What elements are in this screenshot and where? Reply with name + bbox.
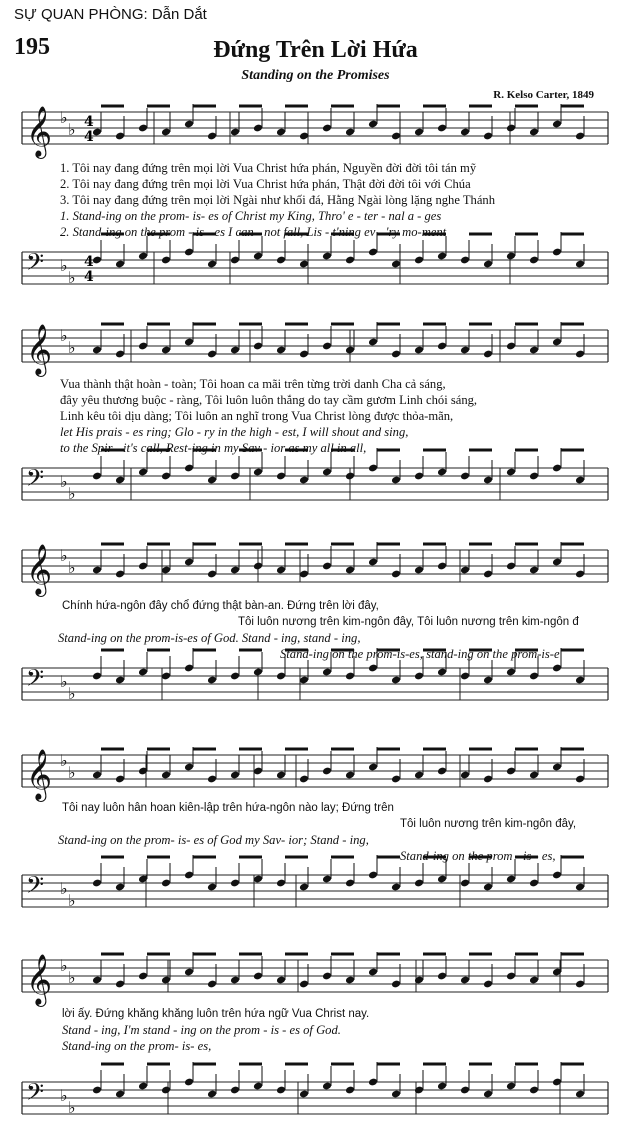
- flat-icon: ♭: [68, 338, 76, 357]
- lyric-line: Stand-ing on the prom-is-es, stand-ing on the prom-is-e: [280, 647, 560, 661]
- lyric-line: 3. Tôi nay đang đứng trên mọi lời Ngài như khối đá, Hằng Ngài lòng lặng nghe Thánh: [60, 193, 496, 207]
- lyric-line: Chính hứa-ngôn đây chổ đứng thật bàn-an. Đứng trên lời đây,: [62, 600, 379, 612]
- lyrics-system-2: [0, 376, 631, 456]
- bass-clef-icon: 𝄢: [26, 871, 45, 904]
- flat-icon: ♭: [60, 672, 68, 691]
- flat-icon: ♭: [60, 1086, 68, 1105]
- lyric-line: Tôi luôn nương trên kim-ngôn đây, Tôi luôn nương trên kim-ngôn đ: [238, 616, 579, 628]
- lyrics-system-1: [0, 160, 631, 240]
- lyrics-system-4: [0, 800, 631, 864]
- treble-clef-icon: 𝄞: [26, 749, 53, 800]
- bass-clef-icon: 𝄢: [26, 1078, 45, 1111]
- bass-clef-icon: 𝄢: [26, 248, 45, 281]
- lyric-line: Stand - ing, I'm stand - ing on the prom - is - es of God.: [62, 1023, 341, 1037]
- flat-icon: ♭: [68, 684, 76, 703]
- time-signature: 4: [84, 129, 94, 145]
- bass-clef-icon: 𝄢: [26, 664, 45, 697]
- flat-icon: ♭: [68, 968, 76, 987]
- lyric-line: 2. Stand-ing on the prom - is - es I can - not fall, Lis - t'ning ev - 'ry mo-ment: [60, 225, 447, 239]
- lyric-line: Tôi luôn nương trên kim-ngôn đây,: [400, 818, 577, 830]
- treble-clef-icon: 𝄞: [26, 544, 53, 595]
- time-signature: 4: [84, 269, 94, 285]
- flat-icon: ♭: [60, 326, 68, 345]
- lyric-line: Stand-ing on the prom - is - es,: [400, 849, 556, 863]
- lyric-line: Stand-ing on the prom-is-es of God. Stand - ing, stand - ing,: [58, 631, 361, 645]
- flat-icon: ♭: [68, 1098, 76, 1117]
- flat-icon: ♭: [68, 891, 76, 910]
- flat-icon: ♭: [60, 751, 68, 770]
- composer-credit: R. Kelso Carter, 1849: [493, 89, 594, 101]
- lyric-line: đây yêu thương buộc - ràng, Tôi luôn luôn thắng do tay cầm gươm Linh chói sáng,: [60, 393, 478, 407]
- lyric-line: let His prais - es ring; Glo - ry in the high - est, I will shout and sing,: [60, 425, 409, 439]
- lyric-line: lời ấy. Đứng khăng khăng luôn trên hứa ngữ Vua Christ nay.: [62, 1008, 370, 1020]
- bass-clef-icon: 𝄢: [26, 464, 45, 497]
- hymn-title: Đứng Trên Lời Hứa: [213, 37, 418, 63]
- lyric-line: 1. Stand-ing on the prom- is- es of Christ my King, Thro' e - ter - nal a - ges: [60, 209, 442, 223]
- flat-icon: ♭: [60, 546, 68, 565]
- flat-icon: ♭: [68, 763, 76, 782]
- time-signature: 4: [84, 114, 94, 130]
- flat-icon: ♭: [68, 268, 76, 287]
- lyrics-system-3: [0, 598, 631, 662]
- flat-icon: ♭: [68, 484, 76, 503]
- lyric-line: 1. Tôi nay đang đứng trên mọi lời Vua Christ hứa phán, Nguyền đời đời tôi tán mỹ: [60, 161, 477, 175]
- time-signature: 4: [84, 254, 94, 270]
- lyric-line: 2. Tôi nay đang đứng trên mọi lời Vua Christ hứa phán, Thật đời đời tôi với Chúa: [60, 177, 471, 191]
- lyric-line: Stand-ing on the prom- is- es,: [62, 1039, 212, 1053]
- hymn-number: 195: [14, 34, 50, 60]
- treble-clef-icon: 𝄞: [26, 954, 53, 1005]
- hymn-subtitle: Standing on the Promises: [241, 68, 390, 83]
- lyrics-system-5: [0, 1006, 631, 1054]
- lyric-line: Vua thành thật hoàn - toàn; Tôi hoan ca mãi trên từng trời danh Cha cả sáng,: [60, 377, 446, 391]
- section-heading: SỰ QUAN PHÒNG: Dẫn Dắt: [14, 6, 207, 23]
- flat-icon: ♭: [60, 472, 68, 491]
- treble-clef-icon: 𝄞: [26, 324, 53, 375]
- flat-icon: ♭: [68, 558, 76, 577]
- flat-icon: ♭: [60, 879, 68, 898]
- treble-clef-icon: 𝄞: [26, 106, 53, 157]
- lyric-line: Tôi nay luôn hân hoan kiên-lập trên hứa-ngôn nào lay; Đứng trên: [62, 802, 394, 814]
- lyric-line: Linh kêu tôi dịu dàng; Tôi luôn an nghĩ trong Vua Christ lòng được thỏa-mãn,: [60, 409, 454, 423]
- flat-icon: ♭: [60, 256, 68, 275]
- flat-icon: ♭: [60, 956, 68, 975]
- flat-icon: ♭: [68, 120, 76, 139]
- lyric-line: Stand-ing on the prom- is- es of God my Sav- ior; Stand - ing,: [58, 833, 369, 847]
- lyric-line: to the Spir - it's call, Rest-ing in my Sav - ior as my all in all,: [60, 441, 367, 455]
- flat-icon: ♭: [60, 108, 68, 127]
